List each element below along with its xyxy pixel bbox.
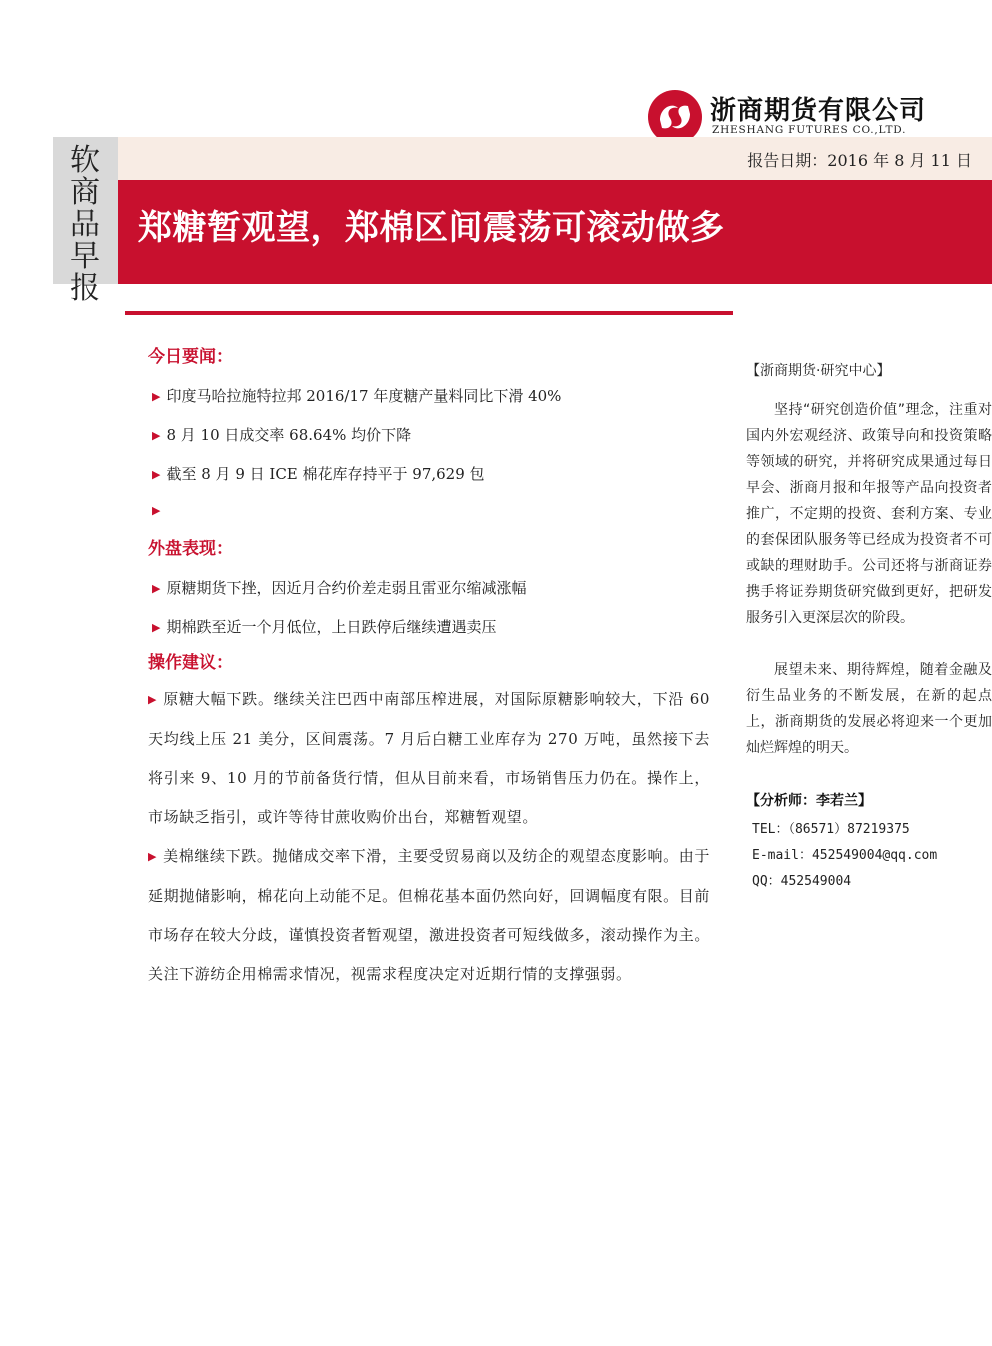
bullet-arrow-icon: ▶: [148, 693, 158, 706]
news-heading: 今日要闻：: [148, 347, 233, 367]
news-item: ▶ 截至 8 月 9 日 ICE 棉花库存持平于 97,629 包: [152, 465, 485, 483]
report-date-value: ：2016 年 8 月 11 日: [811, 151, 972, 170]
news-item: ▶ 8 月 10 日成交率 68.64% 均价下降: [152, 426, 412, 444]
logo-emblem-icon: [648, 90, 702, 144]
bullet-arrow-icon: ▶: [152, 582, 161, 595]
external-item: ▶ 原糖期货下挫，因近月合约价差走弱且雷亚尔缩减涨幅: [152, 579, 527, 597]
research-center-outlook: 展望未来、期待辉煌，随着金融及衍生品业务的不断发展，在新的起点上，浙商期货的发展必将迎来一个更加灿烂辉煌的明天。: [746, 662, 992, 756]
company-name-cn: 浙商期货有限公司: [710, 96, 927, 126]
external-item: ▶ 期棉跌至近一个月低位，上日跌停后继续遭遇卖压: [152, 618, 497, 636]
report-category: 软商品早报: [70, 143, 100, 306]
bullet-arrow-icon: ▶: [152, 429, 161, 442]
research-center-heading: 【浙商期货·研究中心】: [746, 363, 891, 379]
analyst-email[interactable]: E-mail：452549004@qq.com: [752, 848, 938, 863]
report-date-label: 报告日期: [747, 151, 812, 170]
research-center-intro: 坚持“研究创造价值”理念，注重对国内外宏观经济、政策导向和投资策略等领域的研究，并将研究成果通过每日早会、浙商月报和年报等产品向投资者推广，不定期的投资、套利方案、专业的套保团队服务等已经成为投资者不可或缺的理财助手。公司还将与浙商证券携手将证券期货研究做到更好，把研发服务引入更深层次的阶段。: [746, 402, 992, 626]
external-heading: 外盘表现：: [148, 539, 233, 559]
news-item: [152, 501, 166, 519]
bullet-arrow-icon: ▶: [148, 850, 158, 863]
bullet-arrow-icon: ▶: [152, 621, 161, 634]
bullet-arrow-icon: ▶: [152, 504, 161, 517]
divider-rule: [125, 311, 733, 315]
company-name-en: ZHESHANG FUTURES CO.,LTD.: [712, 124, 907, 136]
advice-paragraph: ▶ 美棉继续下跌。抛储成交率下滑，主要受贸易商以及纺企的观望态度影响。由于延期抛储影响，棉花向上动能不足。但棉花基本面仍然向好，回调幅度有限。目前市场存在较大分歧，谨慎投资者暂观望，激进投资者可短线做多，滚动操作为主。关注下游纺企用棉需求情况，视需求程度决定对近期行情的支撑强弱。: [148, 837, 710, 994]
category-box: [53, 137, 118, 306]
advice-paragraph: ▶ 原糖大幅下跌。继续关注巴西中南部压榨进展，对国际原糖影响较大，下沿 60 天均线上压 21 美分，区间震荡。7 月后白糖工业库存为 270 万吨，虽然接下去将引来 9、10 月的节前备货行情，但从目前来看，市场销售压力仍在。操作上，市场缺乏指引，或许等待甘蔗收购价出台，郑糖暂观望。: [148, 680, 710, 837]
bullet-arrow-icon: ▶: [152, 390, 161, 403]
date-band: [118, 137, 992, 180]
advice-heading: 操作建议：: [148, 653, 233, 673]
analyst-tel: TEL：（86571）87219375: [752, 822, 910, 837]
news-item: ▶ 印度马哈拉施特拉邦 2016/17 年度糖产量料同比下滑 40%: [152, 387, 562, 405]
title-band: [118, 180, 992, 284]
report-date: [747, 148, 972, 171]
report-title: 郑糖暂观望，郑棉区间震荡可滚动做多: [138, 208, 725, 248]
analyst-heading: 【分析师：李若兰】: [746, 793, 872, 809]
bullet-arrow-icon: ▶: [152, 468, 161, 481]
analyst-qq: QQ：452549004: [752, 874, 852, 889]
